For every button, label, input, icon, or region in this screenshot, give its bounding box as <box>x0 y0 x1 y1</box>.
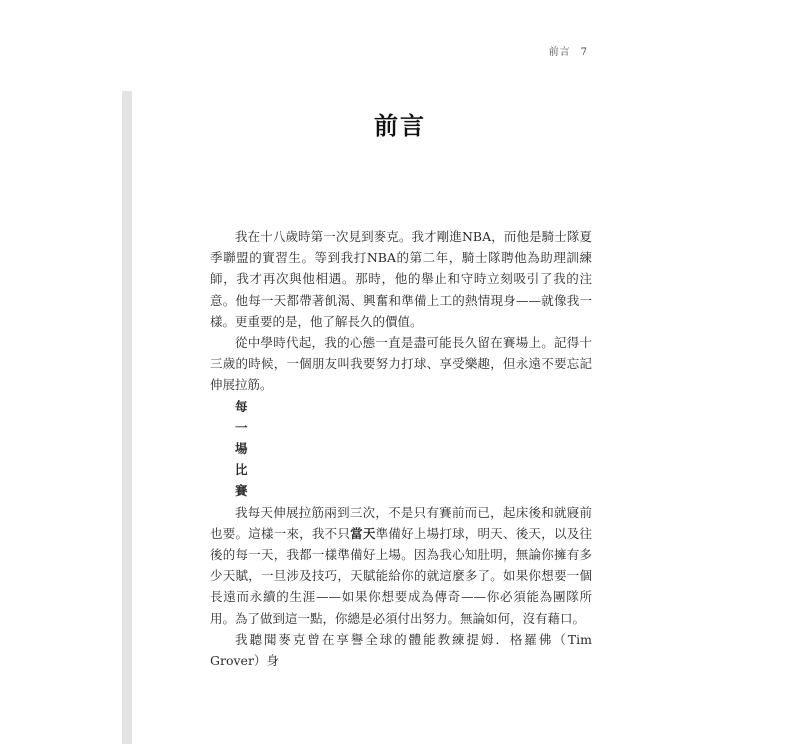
vertical-emphasis-text <box>235 396 592 502</box>
page-number: 7 <box>580 47 588 58</box>
paragraph-3 <box>210 502 592 629</box>
running-header-section: 前言 <box>548 47 571 58</box>
body-text <box>210 226 592 671</box>
page-edge-shadow <box>122 91 132 744</box>
running-header <box>549 43 588 58</box>
paragraph-1: 我在十八歲時第一次見到麥克。我才剛進NBA，而他是騎士隊夏季聯盟的實習生。等到我打NBA的第二年，騎士隊聘他為助理訓練師，我才再次與他相遇。那時，他的舉止和守時立刻吸引了我的注意。他每一天都帶著飢渴、興奮和準備上工的熱情現身——就像我一樣。更重要的是，他了解長久的價值。 <box>210 229 592 329</box>
chapter-title: 前言 <box>374 111 426 140</box>
vertical-char: 比 <box>235 462 248 478</box>
vertical-char: 場 <box>235 441 248 457</box>
emphasized-word: 當天 <box>350 525 376 541</box>
paragraph-3-part-2: 準備好上場打球，明天、後天，以及往後的每一天，我都一樣準備好上場。因為我心知肚明，無論你擁有多少天賦，一旦涉及技巧，天賦能給你的就這麼多了。如果你想要一個長遠而永續的生涯——如果你想要成為傳奇——你必須能為團隊所用。為了做到這一點，你總是必須付出努力。無論如何，沒有藉口。 <box>210 525 592 626</box>
paragraph-2: 從中學時代起，我的心態一直是盡可能長久留在賽場上。記得十三歲的時候，一個朋友叫我要努力打球、享受樂趣，但永遠不要忘記伸展拉筋。 <box>210 335 592 393</box>
paragraph-3-part-1: 我每天伸展拉筋兩到三次，不是只有賽前而已，起床後和就寢前也要。這樣一來，我不只 <box>210 504 592 541</box>
paragraph-4: 我聽聞麥克曾在享譽全球的體能教練提姆．格羅佛（Tim Grover）身 <box>210 631 592 669</box>
vertical-char: 一 <box>235 419 248 435</box>
vertical-char: 賽 <box>235 483 248 499</box>
vertical-char: 每 <box>235 398 248 414</box>
